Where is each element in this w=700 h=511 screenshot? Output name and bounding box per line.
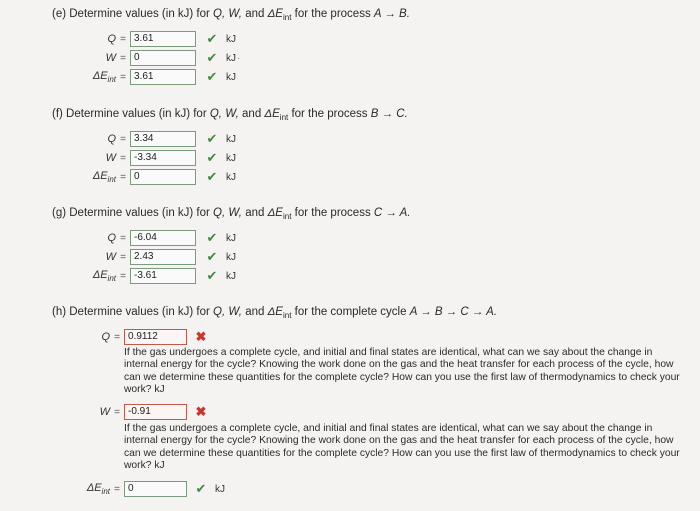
check-icon: ✔ bbox=[206, 131, 218, 146]
question-g-title: (g) Determine values (in kJ) for Q, W, and $\Delta E_{int}$ for the process C → A. bbox=[52, 207, 411, 221]
q-label: Q bbox=[107, 232, 116, 244]
f-w-input[interactable]: -3.34 bbox=[130, 150, 196, 166]
unit-label: kJ bbox=[226, 171, 236, 183]
delta-e-label: $\Delta E_{int}$ bbox=[92, 70, 116, 84]
unit-label: kJ bbox=[226, 251, 236, 263]
unit-label: kJ bbox=[226, 270, 236, 282]
equals-sign: = bbox=[114, 406, 120, 418]
unit-label: kJ bbox=[226, 133, 236, 145]
g-w-row bbox=[72, 248, 236, 266]
question-h-title: (h) Determine values (in kJ) for Q, W, and $\Delta E_{int}$ for the complete cycle A → B → C → A. bbox=[52, 306, 498, 320]
f-w-row bbox=[72, 149, 236, 167]
w-label: W bbox=[105, 152, 116, 164]
equals-sign: = bbox=[120, 270, 126, 282]
e-q-input[interactable]: 3.61 bbox=[130, 31, 196, 47]
delta-e-label: $\Delta E_{int}$ bbox=[92, 170, 116, 184]
w-label: W bbox=[105, 251, 116, 263]
check-icon: ✔ bbox=[206, 150, 218, 165]
h-e-row bbox=[72, 480, 225, 498]
check-icon: ✔ bbox=[206, 169, 218, 184]
g-q-row bbox=[72, 229, 236, 247]
f-q-input[interactable]: 3.34 bbox=[130, 131, 196, 147]
check-icon: ✔ bbox=[195, 481, 207, 496]
equals-sign: = bbox=[120, 251, 126, 263]
e-w-row bbox=[72, 49, 240, 67]
g-e-row bbox=[72, 267, 236, 285]
equals-sign: = bbox=[120, 71, 126, 83]
e-q-row bbox=[72, 30, 236, 48]
h-w-feedback: If the gas undergoes a complete cycle, and initial and final states are identical, what can we say about the change in internal energy for the cycle? Knowing the work done on the gas and the heat transfer for each process of the cycle, how can we determine these quantities for the complete cycle? How can you use the first law of thermodynamics to check your work? kJ bbox=[124, 423, 680, 472]
g-w-input[interactable]: 2.43 bbox=[130, 249, 196, 265]
unit-label: kJ bbox=[226, 232, 236, 244]
q-label: Q bbox=[107, 133, 116, 145]
h-e-input[interactable]: 0 bbox=[124, 481, 187, 497]
check-icon: ✔ bbox=[206, 268, 218, 283]
h-q-input[interactable]: 0.9112 bbox=[124, 329, 187, 345]
question-f-title: (f) Determine values (in kJ) for Q, W, and $\Delta E_{int}$ for the process B → C. bbox=[52, 108, 408, 122]
equals-sign: = bbox=[120, 33, 126, 45]
delta-e-label: $\Delta E_{int}$ bbox=[86, 482, 110, 496]
unit-label: kJ bbox=[226, 33, 236, 45]
equals-sign: = bbox=[120, 133, 126, 145]
check-icon: ✔ bbox=[206, 50, 218, 65]
unit-label: kJ bbox=[226, 152, 236, 164]
q-label: Q bbox=[101, 331, 110, 343]
e-w-input[interactable]: 0 bbox=[130, 50, 196, 66]
check-icon: ✔ bbox=[206, 69, 218, 84]
e-e-input[interactable]: 3.61 bbox=[130, 69, 196, 85]
e-e-row bbox=[72, 68, 236, 86]
w-label: W bbox=[105, 52, 116, 64]
equals-sign: = bbox=[114, 331, 120, 343]
check-icon: ✔ bbox=[206, 31, 218, 46]
question-e-title: (e) Determine values (in kJ) for Q, W, and $\Delta E_{int}$ for the process A → B. bbox=[52, 8, 410, 22]
cross-icon: ✖ bbox=[195, 404, 207, 419]
equals-sign: = bbox=[120, 171, 126, 183]
g-q-input[interactable]: -6.04 bbox=[130, 230, 196, 246]
f-e-input[interactable]: 0 bbox=[130, 169, 196, 185]
h-q-row bbox=[72, 328, 211, 346]
unit-label: kJ bbox=[226, 71, 236, 83]
equals-sign: = bbox=[114, 483, 120, 495]
q-label: Q bbox=[107, 33, 116, 45]
g-e-input[interactable]: -3.61 bbox=[130, 268, 196, 284]
f-e-row bbox=[72, 168, 236, 186]
equals-sign: = bbox=[120, 152, 126, 164]
f-q-row bbox=[72, 130, 236, 148]
delta-e-label: $\Delta E_{int}$ bbox=[92, 269, 116, 283]
w-label: W bbox=[99, 406, 110, 418]
unit-label: kJ bbox=[226, 52, 236, 64]
h-w-input[interactable]: -0.91 bbox=[124, 404, 187, 420]
unit-mark: · bbox=[237, 52, 241, 64]
h-q-feedback: If the gas undergoes a complete cycle, and initial and final states are identical, what can we say about the change in internal energy for the cycle? Knowing the work done on the gas and the heat transfer for each process of the cycle, how can we determine these quantities for the complete cycle? How can you use the first law of thermodynamics to check your work? kJ bbox=[124, 347, 680, 396]
equals-sign: = bbox=[120, 232, 126, 244]
unit-label: kJ bbox=[215, 483, 225, 495]
h-w-row bbox=[72, 403, 211, 421]
check-icon: ✔ bbox=[206, 249, 218, 264]
check-icon: ✔ bbox=[206, 230, 218, 245]
equals-sign: = bbox=[120, 52, 126, 64]
cross-icon: ✖ bbox=[195, 329, 207, 344]
